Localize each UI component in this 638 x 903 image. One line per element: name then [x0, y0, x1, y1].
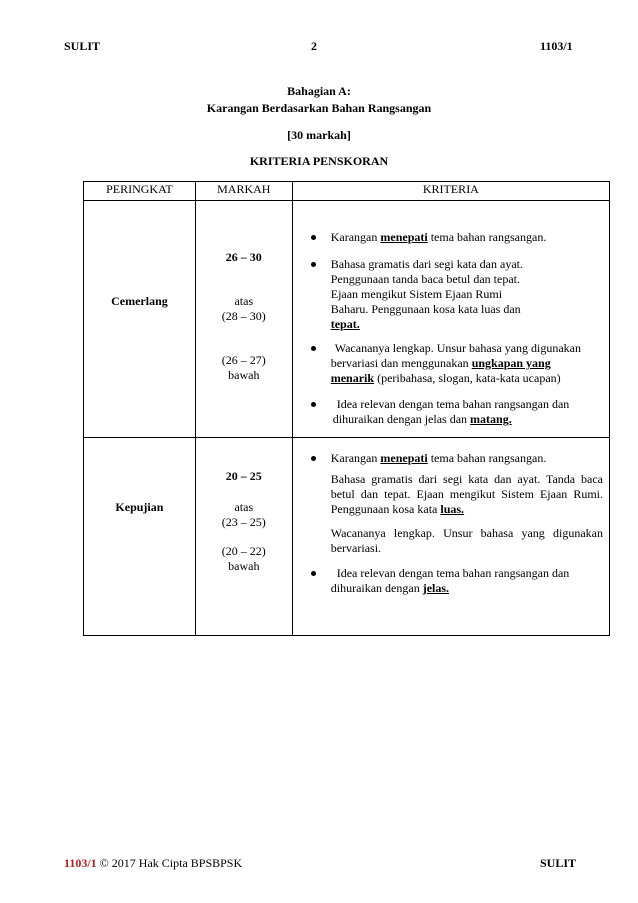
- mark-range: 26 – 30: [225, 250, 262, 264]
- bullet-icon: [311, 456, 316, 461]
- criteria-item: Karangan menepati tema bahan rangsangan.: [331, 230, 603, 245]
- upper-band-label: atas: [234, 294, 254, 308]
- footer-copyright: © 2017 Hak Cipta BPSBPSK: [96, 856, 243, 870]
- criteria-text: Bahasa gramatis dari segi kata dan ayat. Tanda baca betul dan tepat. Ejaan mengikut Sistem Ejaan Rumi. Penggunaan kosa kata luas.: [330, 472, 603, 516]
- lower-band-range: (20 – 22): [221, 544, 266, 558]
- lower-band-label: bawah: [228, 559, 260, 573]
- lower-band-range: (26 – 27): [221, 353, 266, 367]
- keyword: tepat.: [330, 317, 360, 331]
- keyword: jelas.: [422, 581, 450, 595]
- mark-range: 20 – 25: [225, 469, 262, 483]
- total-marks: [30 markah]: [287, 128, 351, 142]
- section-title: Bahagian A:: [287, 84, 351, 98]
- criteria-item: Idea relevan dengan tema bahan rangsangan dan dihuraikan dengan jelas dan matang.: [331, 397, 603, 427]
- bullet-icon: [311, 571, 316, 576]
- level-cell: [84, 201, 196, 438]
- bullet-icon: [311, 235, 316, 240]
- footer-code: 1103/1: [64, 856, 97, 870]
- criteria-item: Bahasa gramatis dari segi kata dan ayat. Penggunaan tanda baca betul dan tepat. Ejaan mengikut Sistem Ejaan Rumi Baharu. Penggunaan kosa kata luas dan tepat.: [331, 257, 603, 332]
- marks-cell: [195, 438, 292, 636]
- table-header-row: [84, 182, 610, 201]
- criteria-item: Idea relevan dengan tema bahan rangsangan dan dihuraikan dengan jelas.: [331, 566, 603, 596]
- upper-band-label: atas: [234, 500, 254, 514]
- header-code: 1103/1: [540, 39, 573, 53]
- keyword: menepati: [380, 451, 428, 465]
- keyword: menepati: [380, 230, 428, 244]
- column-header-marks: MARKAH: [195, 182, 292, 201]
- criteria-cell: [292, 201, 609, 438]
- level-cell: [84, 438, 196, 636]
- page-number: 2: [311, 39, 317, 53]
- criteria-cell: [292, 438, 609, 636]
- scoring-table: [83, 181, 610, 636]
- criteria-text: Wacananya lengkap. Unsur bahasa yang digunakan bervariasi.: [330, 526, 603, 555]
- section-subtitle: Karangan Berdasarkan Bahan Rangsangan: [206, 101, 432, 115]
- footer-left: [64, 856, 242, 871]
- lower-band-label: bawah: [228, 368, 260, 382]
- column-header-level: PERINGKAT: [84, 182, 196, 201]
- upper-band-range: (23 – 25): [221, 515, 266, 529]
- criteria-item: Wacananya lengkap. Unsur bahasa yang digunakan bervariasi dan menggunakan ungkapan yang menarik (peribahasa, slogan, kata-kata ucapan): [331, 341, 603, 386]
- criteria-heading: KRITERIA PENSKORAN: [249, 154, 389, 168]
- marks-cell: [195, 201, 292, 438]
- keyword: luas.: [440, 502, 465, 516]
- table-row: [84, 201, 610, 438]
- level-label: Cemerlang: [111, 294, 168, 308]
- table-row: [84, 438, 610, 636]
- level-label: Kepujian: [115, 500, 164, 514]
- bullet-icon: [311, 402, 316, 407]
- footer-right: SULIT: [540, 856, 577, 870]
- criteria-item: Karangan menepati tema bahan rangsangan.: [331, 451, 603, 466]
- bullet-icon: [311, 262, 316, 267]
- upper-band-range: (28 – 30): [221, 309, 266, 323]
- keyword: ungkapan yang: [471, 356, 551, 370]
- keyword: menarik: [330, 371, 375, 385]
- keyword: matang.: [470, 412, 512, 426]
- header-left: SULIT: [64, 39, 101, 53]
- bullet-icon: [311, 346, 316, 351]
- column-header-criteria: KRITERIA: [292, 182, 609, 201]
